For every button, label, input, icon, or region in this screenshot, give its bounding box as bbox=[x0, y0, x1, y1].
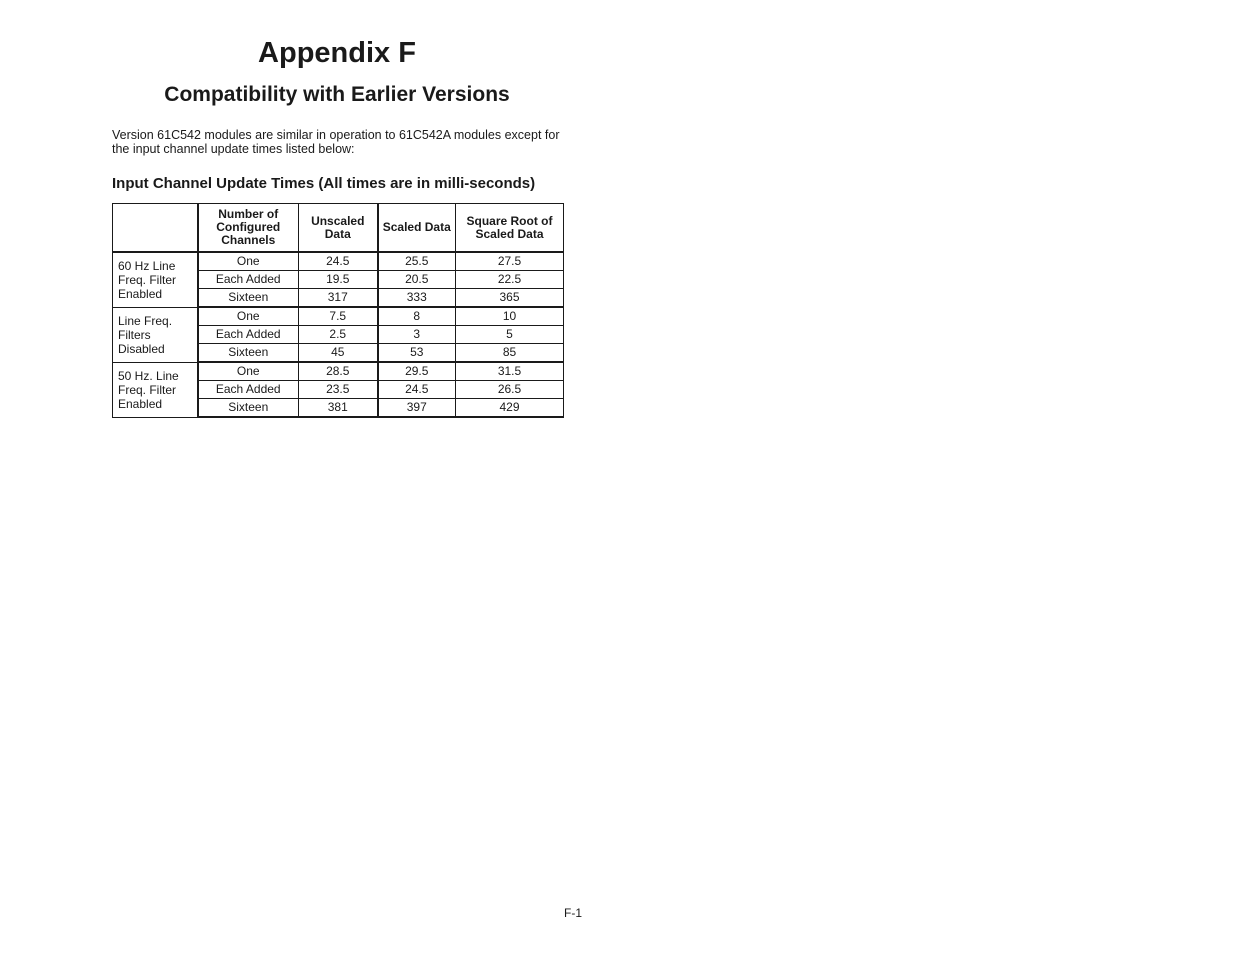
cell-scaled: 333 bbox=[378, 289, 456, 308]
cell-unscaled: 45 bbox=[299, 344, 378, 363]
cell-channels: One bbox=[198, 307, 299, 326]
header-scaled: Scaled Data bbox=[378, 204, 456, 253]
cell-unscaled: 381 bbox=[299, 399, 378, 418]
cell-unscaled: 19.5 bbox=[299, 271, 378, 289]
cell-sqrt: 26.5 bbox=[456, 381, 564, 399]
cell-unscaled: 7.5 bbox=[299, 307, 378, 326]
cell-channels: Sixteen bbox=[198, 289, 299, 308]
group-label: 50 Hz. Line Freq. Filter Enabled bbox=[113, 362, 198, 417]
group-label: 60 Hz Line Freq. Filter Enabled bbox=[113, 252, 198, 307]
header-sqrt: Square Root of Scaled Data bbox=[456, 204, 564, 253]
header-unscaled: Unscaled Data bbox=[299, 204, 378, 253]
table-row bbox=[113, 252, 564, 271]
cell-channels: One bbox=[198, 362, 299, 381]
cell-scaled: 3 bbox=[378, 326, 456, 344]
cell-scaled: 397 bbox=[378, 399, 456, 418]
cell-channels: One bbox=[198, 252, 299, 271]
header-corner bbox=[113, 204, 198, 253]
page-subtitle: Compatibility with Earlier Versions bbox=[164, 83, 510, 106]
update-times-table bbox=[112, 203, 564, 418]
cell-scaled: 53 bbox=[378, 344, 456, 363]
cell-sqrt: 10 bbox=[456, 307, 564, 326]
header-channels: Number of Configured Channels bbox=[198, 204, 299, 253]
cell-channels: Sixteen bbox=[198, 344, 299, 363]
cell-sqrt: 429 bbox=[456, 399, 564, 418]
cell-sqrt: 5 bbox=[456, 326, 564, 344]
cell-sqrt: 365 bbox=[456, 289, 564, 308]
cell-unscaled: 28.5 bbox=[299, 362, 378, 381]
cell-scaled: 20.5 bbox=[378, 271, 456, 289]
cell-sqrt: 85 bbox=[456, 344, 564, 363]
page-number: F-1 bbox=[564, 906, 582, 920]
cell-unscaled: 317 bbox=[299, 289, 378, 308]
table-row bbox=[113, 362, 564, 381]
cell-unscaled: 23.5 bbox=[299, 381, 378, 399]
table-row bbox=[113, 307, 564, 326]
cell-unscaled: 24.5 bbox=[299, 252, 378, 271]
cell-sqrt: 27.5 bbox=[456, 252, 564, 271]
cell-scaled: 8 bbox=[378, 307, 456, 326]
cell-scaled: 24.5 bbox=[378, 381, 456, 399]
table-header-row bbox=[113, 204, 564, 253]
cell-channels: Each Added bbox=[198, 271, 299, 289]
cell-scaled: 25.5 bbox=[378, 252, 456, 271]
table-title: Input Channel Update Times (All times are in milli-seconds) bbox=[112, 175, 536, 192]
cell-channels: Each Added bbox=[198, 381, 299, 399]
intro-paragraph: Version 61C542 modules are similar in operation to 61C542A modules except for the input channel update times listed below: bbox=[112, 128, 560, 156]
cell-sqrt: 31.5 bbox=[456, 362, 564, 381]
cell-scaled: 29.5 bbox=[378, 362, 456, 381]
cell-sqrt: 22.5 bbox=[456, 271, 564, 289]
group-label: Line Freq. Filters Disabled bbox=[113, 307, 198, 362]
cell-channels: Sixteen bbox=[198, 399, 299, 418]
cell-unscaled: 2.5 bbox=[299, 326, 378, 344]
cell-channels: Each Added bbox=[198, 326, 299, 344]
page-title: Appendix F bbox=[258, 37, 416, 69]
